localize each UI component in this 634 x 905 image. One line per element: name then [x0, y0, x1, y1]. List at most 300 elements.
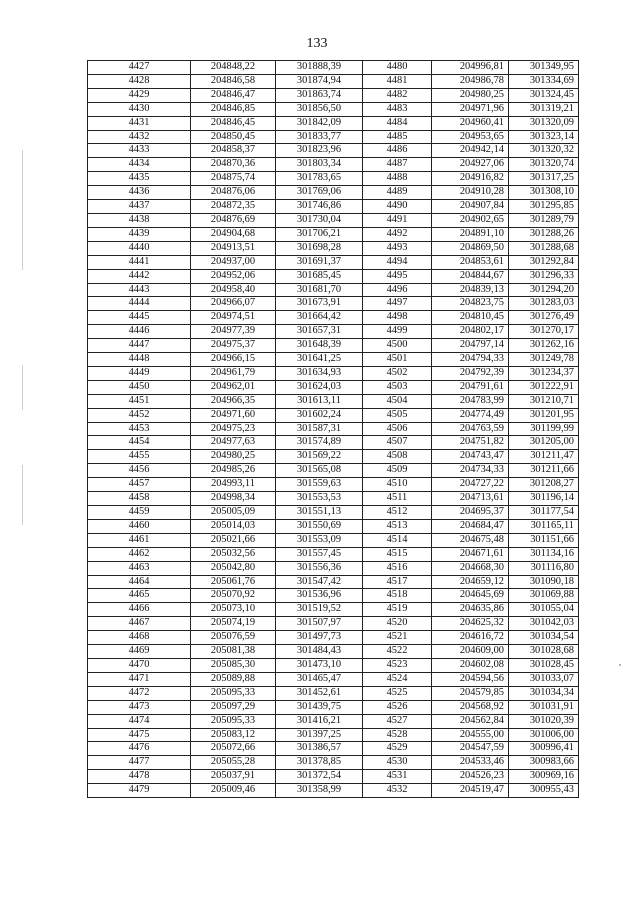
point-number-cell: 4453	[88, 422, 191, 436]
y-coordinate-cell: 301416,21	[276, 714, 363, 728]
point-number-cell: 4478	[88, 770, 191, 784]
point-number-cell: 4467	[88, 617, 191, 631]
point-number-cell: 4488	[363, 172, 432, 186]
x-coordinate-cell: 204953,65	[432, 130, 509, 144]
point-number-cell: 4479	[88, 784, 191, 798]
y-coordinate-cell: 301559,63	[276, 478, 363, 492]
x-coordinate-cell: 204568,92	[432, 700, 509, 714]
y-coordinate-cell: 301386,57	[276, 742, 363, 756]
y-coordinate-cell: 301550,69	[276, 519, 363, 533]
point-number-cell: 4523	[363, 658, 432, 672]
y-coordinate-cell: 301028,68	[509, 645, 579, 659]
point-number-cell: 4458	[88, 492, 191, 506]
point-number-cell: 4441	[88, 255, 191, 269]
y-coordinate-cell: 301205,00	[509, 436, 579, 450]
y-coordinate-cell: 301874,94	[276, 74, 363, 88]
y-coordinate-cell: 301706,21	[276, 227, 363, 241]
table-row	[88, 700, 579, 714]
y-coordinate-cell: 301803,34	[276, 158, 363, 172]
table-row	[88, 241, 579, 255]
point-number-cell: 4446	[88, 325, 191, 339]
x-coordinate-cell: 205097,29	[191, 700, 276, 714]
table-row	[88, 658, 579, 672]
y-coordinate-cell: 301320,74	[509, 158, 579, 172]
point-number-cell: 4427	[88, 61, 191, 75]
table-row	[88, 533, 579, 547]
table-row	[88, 450, 579, 464]
point-number-cell: 4531	[363, 770, 432, 784]
x-coordinate-cell: 204625,32	[432, 617, 509, 631]
x-coordinate-cell: 204797,14	[432, 339, 509, 353]
y-coordinate-cell: 301320,09	[509, 116, 579, 130]
x-coordinate-cell: 204942,14	[432, 144, 509, 158]
point-number-cell: 4475	[88, 728, 191, 742]
point-number-cell: 4451	[88, 394, 191, 408]
y-coordinate-cell: 301308,10	[509, 186, 579, 200]
point-number-cell: 4502	[363, 366, 432, 380]
table-row	[88, 408, 579, 422]
point-number-cell: 4466	[88, 603, 191, 617]
y-coordinate-cell: 301234,37	[509, 366, 579, 380]
y-coordinate-cell: 301634,93	[276, 366, 363, 380]
point-number-cell: 4469	[88, 645, 191, 659]
table-row	[88, 200, 579, 214]
point-number-cell: 4464	[88, 575, 191, 589]
y-coordinate-cell: 301210,71	[509, 394, 579, 408]
table-row	[88, 172, 579, 186]
y-coordinate-cell: 301657,31	[276, 325, 363, 339]
x-coordinate-cell: 204913,51	[191, 241, 276, 255]
point-number-cell: 4428	[88, 74, 191, 88]
y-coordinate-cell: 300955,43	[509, 784, 579, 798]
x-coordinate-cell: 204870,36	[191, 158, 276, 172]
table-row	[88, 478, 579, 492]
point-number-cell: 4468	[88, 631, 191, 645]
point-number-cell: 4443	[88, 283, 191, 297]
y-coordinate-cell: 301028,45	[509, 658, 579, 672]
point-number-cell: 4439	[88, 227, 191, 241]
y-coordinate-cell: 301507,97	[276, 617, 363, 631]
x-coordinate-cell: 204904,68	[191, 227, 276, 241]
point-number-cell: 4522	[363, 645, 432, 659]
point-number-cell: 4460	[88, 519, 191, 533]
y-coordinate-cell: 301199,99	[509, 422, 579, 436]
y-coordinate-cell: 301378,85	[276, 756, 363, 770]
table-row	[88, 339, 579, 353]
table-row	[88, 714, 579, 728]
x-coordinate-cell: 204846,47	[191, 88, 276, 102]
point-number-cell: 4527	[363, 714, 432, 728]
y-coordinate-cell: 301042,03	[509, 617, 579, 631]
point-number-cell: 4459	[88, 506, 191, 520]
y-coordinate-cell: 301358,99	[276, 784, 363, 798]
point-number-cell: 4499	[363, 325, 432, 339]
point-number-cell: 4483	[363, 102, 432, 116]
x-coordinate-cell: 204977,39	[191, 325, 276, 339]
table-row	[88, 506, 579, 520]
x-coordinate-cell: 204916,82	[432, 172, 509, 186]
x-coordinate-cell: 205072,66	[191, 742, 276, 756]
x-coordinate-cell: 204792,39	[432, 366, 509, 380]
point-number-cell: 4434	[88, 158, 191, 172]
y-coordinate-cell: 301691,37	[276, 255, 363, 269]
point-number-cell: 4480	[363, 61, 432, 75]
y-coordinate-cell: 301292,84	[509, 255, 579, 269]
table-row	[88, 436, 579, 450]
point-number-cell: 4510	[363, 478, 432, 492]
y-coordinate-cell: 301574,89	[276, 436, 363, 450]
x-coordinate-cell: 205061,76	[191, 575, 276, 589]
point-number-cell: 4452	[88, 408, 191, 422]
x-coordinate-cell: 204562,84	[432, 714, 509, 728]
table-row	[88, 631, 579, 645]
table-row	[88, 116, 579, 130]
x-coordinate-cell: 204910,28	[432, 186, 509, 200]
point-number-cell: 4517	[363, 575, 432, 589]
y-coordinate-cell: 301208,27	[509, 478, 579, 492]
y-coordinate-cell: 301557,45	[276, 547, 363, 561]
x-coordinate-cell: 204993,11	[191, 478, 276, 492]
point-number-cell: 4524	[363, 672, 432, 686]
x-coordinate-cell: 205014,03	[191, 519, 276, 533]
point-number-cell: 4435	[88, 172, 191, 186]
point-number-cell: 4465	[88, 589, 191, 603]
y-coordinate-cell: 301452,61	[276, 686, 363, 700]
point-number-cell: 4528	[363, 728, 432, 742]
y-coordinate-cell: 301863,74	[276, 88, 363, 102]
x-coordinate-cell: 204977,63	[191, 436, 276, 450]
y-coordinate-cell: 300969,16	[509, 770, 579, 784]
y-coordinate-cell: 301211,66	[509, 464, 579, 478]
x-coordinate-cell: 204844,67	[432, 269, 509, 283]
table-row	[88, 130, 579, 144]
x-coordinate-cell: 204743,47	[432, 450, 509, 464]
x-coordinate-cell: 204555,00	[432, 728, 509, 742]
y-coordinate-cell: 301349,95	[509, 61, 579, 75]
x-coordinate-cell: 204996,81	[432, 61, 509, 75]
x-coordinate-cell: 204848,22	[191, 61, 276, 75]
x-coordinate-cell: 204958,40	[191, 283, 276, 297]
x-coordinate-cell: 204962,01	[191, 380, 276, 394]
y-coordinate-cell: 301587,31	[276, 422, 363, 436]
x-coordinate-cell: 204966,15	[191, 353, 276, 367]
y-coordinate-cell: 301698,28	[276, 241, 363, 255]
point-number-cell: 4454	[88, 436, 191, 450]
x-coordinate-cell: 204971,60	[191, 408, 276, 422]
x-coordinate-cell: 204961,79	[191, 366, 276, 380]
point-number-cell: 4508	[363, 450, 432, 464]
x-coordinate-cell: 204684,47	[432, 519, 509, 533]
x-coordinate-cell: 204858,37	[191, 144, 276, 158]
x-coordinate-cell: 204579,85	[432, 686, 509, 700]
table-row	[88, 603, 579, 617]
x-coordinate-cell: 204751,82	[432, 436, 509, 450]
point-number-cell: 4498	[363, 311, 432, 325]
x-coordinate-cell: 204937,00	[191, 255, 276, 269]
x-coordinate-cell: 205005,09	[191, 506, 276, 520]
x-coordinate-cell: 205021,66	[191, 533, 276, 547]
y-coordinate-cell: 301648,39	[276, 339, 363, 353]
scan-edge-mark	[22, 365, 23, 410]
table-row	[88, 422, 579, 436]
table-row	[88, 366, 579, 380]
x-coordinate-cell: 204713,61	[432, 492, 509, 506]
x-coordinate-cell: 204980,25	[191, 450, 276, 464]
y-coordinate-cell: 301134,16	[509, 547, 579, 561]
y-coordinate-cell: 301565,08	[276, 464, 363, 478]
table-row	[88, 213, 579, 227]
table-row	[88, 269, 579, 283]
table-row	[88, 561, 579, 575]
point-number-cell: 4436	[88, 186, 191, 200]
y-coordinate-cell: 301196,14	[509, 492, 579, 506]
point-number-cell: 4461	[88, 533, 191, 547]
y-coordinate-cell: 301439,75	[276, 700, 363, 714]
y-coordinate-cell: 301288,68	[509, 241, 579, 255]
coordinates-table	[87, 60, 579, 798]
x-coordinate-cell: 205089,88	[191, 672, 276, 686]
table-row	[88, 61, 579, 75]
point-number-cell: 4515	[363, 547, 432, 561]
x-coordinate-cell: 204876,06	[191, 186, 276, 200]
y-coordinate-cell: 301289,79	[509, 213, 579, 227]
x-coordinate-cell: 204668,30	[432, 561, 509, 575]
table-row	[88, 575, 579, 589]
y-coordinate-cell: 301295,85	[509, 200, 579, 214]
y-coordinate-cell: 301324,45	[509, 88, 579, 102]
y-coordinate-cell: 301006,00	[509, 728, 579, 742]
point-number-cell: 4477	[88, 756, 191, 770]
point-number-cell: 4485	[363, 130, 432, 144]
y-coordinate-cell: 301769,06	[276, 186, 363, 200]
y-coordinate-cell: 301553,53	[276, 492, 363, 506]
y-coordinate-cell: 301556,36	[276, 561, 363, 575]
y-coordinate-cell: 301319,21	[509, 102, 579, 116]
point-number-cell: 4494	[363, 255, 432, 269]
y-coordinate-cell: 301069,88	[509, 589, 579, 603]
x-coordinate-cell: 204783,99	[432, 394, 509, 408]
point-number-cell: 4476	[88, 742, 191, 756]
point-number-cell: 4500	[363, 339, 432, 353]
point-number-cell: 4511	[363, 492, 432, 506]
table-row	[88, 756, 579, 770]
y-coordinate-cell: 301320,32	[509, 144, 579, 158]
x-coordinate-cell: 204872,35	[191, 200, 276, 214]
y-coordinate-cell: 301547,42	[276, 575, 363, 589]
point-number-cell: 4520	[363, 617, 432, 631]
point-number-cell: 4516	[363, 561, 432, 575]
y-coordinate-cell: 301664,42	[276, 311, 363, 325]
table-row	[88, 394, 579, 408]
point-number-cell: 4530	[363, 756, 432, 770]
point-number-cell: 4496	[363, 283, 432, 297]
point-number-cell: 4532	[363, 784, 432, 798]
y-coordinate-cell: 301553,09	[276, 533, 363, 547]
point-number-cell: 4507	[363, 436, 432, 450]
point-number-cell: 4506	[363, 422, 432, 436]
x-coordinate-cell: 204609,00	[432, 645, 509, 659]
point-number-cell: 4471	[88, 672, 191, 686]
x-coordinate-cell: 204671,61	[432, 547, 509, 561]
y-coordinate-cell: 301536,96	[276, 589, 363, 603]
point-number-cell: 4431	[88, 116, 191, 130]
point-number-cell: 4514	[363, 533, 432, 547]
point-number-cell: 4438	[88, 213, 191, 227]
y-coordinate-cell: 301473,10	[276, 658, 363, 672]
point-number-cell: 4484	[363, 116, 432, 130]
x-coordinate-cell: 204960,41	[432, 116, 509, 130]
point-number-cell: 4491	[363, 213, 432, 227]
y-coordinate-cell: 301165,11	[509, 519, 579, 533]
x-coordinate-cell: 205037,91	[191, 770, 276, 784]
table-row	[88, 227, 579, 241]
y-coordinate-cell: 301116,80	[509, 561, 579, 575]
coordinates-table-body	[88, 61, 579, 798]
point-number-cell: 4512	[363, 506, 432, 520]
y-coordinate-cell: 301055,04	[509, 603, 579, 617]
table-row	[88, 519, 579, 533]
x-coordinate-cell: 204794,33	[432, 353, 509, 367]
x-coordinate-cell: 205095,33	[191, 686, 276, 700]
table-row	[88, 283, 579, 297]
table-row	[88, 464, 579, 478]
x-coordinate-cell: 204774,49	[432, 408, 509, 422]
x-coordinate-cell: 204850,45	[191, 130, 276, 144]
y-coordinate-cell: 301177,54	[509, 506, 579, 520]
point-number-cell: 4519	[363, 603, 432, 617]
table-row	[88, 255, 579, 269]
x-coordinate-cell: 204846,58	[191, 74, 276, 88]
y-coordinate-cell: 301334,69	[509, 74, 579, 88]
x-coordinate-cell: 205085,30	[191, 658, 276, 672]
x-coordinate-cell: 204533,46	[432, 756, 509, 770]
y-coordinate-cell: 301222,91	[509, 380, 579, 394]
point-number-cell: 4456	[88, 464, 191, 478]
table-row	[88, 353, 579, 367]
point-number-cell: 4521	[363, 631, 432, 645]
point-number-cell: 4501	[363, 353, 432, 367]
table-row	[88, 784, 579, 798]
y-coordinate-cell: 301823,96	[276, 144, 363, 158]
table-row	[88, 645, 579, 659]
table-row	[88, 672, 579, 686]
x-coordinate-cell: 204526,23	[432, 770, 509, 784]
x-coordinate-cell: 204975,23	[191, 422, 276, 436]
point-number-cell: 4473	[88, 700, 191, 714]
point-number-cell: 4450	[88, 380, 191, 394]
y-coordinate-cell: 301624,03	[276, 380, 363, 394]
x-coordinate-cell: 205032,56	[191, 547, 276, 561]
y-coordinate-cell: 301641,25	[276, 353, 363, 367]
y-coordinate-cell: 301673,91	[276, 297, 363, 311]
y-coordinate-cell: 301211,47	[509, 450, 579, 464]
page-number: 133	[306, 36, 328, 51]
x-coordinate-cell: 204927,06	[432, 158, 509, 172]
point-number-cell: 4495	[363, 269, 432, 283]
x-coordinate-cell: 204952,06	[191, 269, 276, 283]
y-coordinate-cell: 301270,17	[509, 325, 579, 339]
x-coordinate-cell: 204594,56	[432, 672, 509, 686]
x-coordinate-cell: 204734,33	[432, 464, 509, 478]
x-coordinate-cell: 205095,33	[191, 714, 276, 728]
y-coordinate-cell: 301034,54	[509, 631, 579, 645]
point-number-cell: 4430	[88, 102, 191, 116]
point-number-cell: 4481	[363, 74, 432, 88]
y-coordinate-cell: 301031,91	[509, 700, 579, 714]
y-coordinate-cell: 301262,16	[509, 339, 579, 353]
point-number-cell: 4472	[88, 686, 191, 700]
x-coordinate-cell: 204966,35	[191, 394, 276, 408]
x-coordinate-cell: 204891,10	[432, 227, 509, 241]
point-number-cell: 4462	[88, 547, 191, 561]
x-coordinate-cell: 204645,69	[432, 589, 509, 603]
y-coordinate-cell: 301551,13	[276, 506, 363, 520]
y-coordinate-cell: 301317,25	[509, 172, 579, 186]
point-number-cell: 4432	[88, 130, 191, 144]
x-coordinate-cell: 204810,45	[432, 311, 509, 325]
point-number-cell: 4457	[88, 478, 191, 492]
table-row	[88, 380, 579, 394]
x-coordinate-cell: 204985,26	[191, 464, 276, 478]
table-row	[88, 589, 579, 603]
x-coordinate-cell: 204675,48	[432, 533, 509, 547]
x-coordinate-cell: 205074,19	[191, 617, 276, 631]
point-number-cell: 4487	[363, 158, 432, 172]
y-coordinate-cell: 301685,45	[276, 269, 363, 283]
y-coordinate-cell: 301856,50	[276, 102, 363, 116]
x-coordinate-cell: 204971,96	[432, 102, 509, 116]
point-number-cell: 4437	[88, 200, 191, 214]
x-coordinate-cell: 204869,50	[432, 241, 509, 255]
x-coordinate-cell: 205081,38	[191, 645, 276, 659]
x-coordinate-cell: 204802,17	[432, 325, 509, 339]
y-coordinate-cell: 301497,73	[276, 631, 363, 645]
x-coordinate-cell: 204791,61	[432, 380, 509, 394]
point-number-cell: 4444	[88, 297, 191, 311]
point-number-cell: 4442	[88, 269, 191, 283]
x-coordinate-cell: 204980,25	[432, 88, 509, 102]
y-coordinate-cell: 301276,49	[509, 311, 579, 325]
y-coordinate-cell: 301746,86	[276, 200, 363, 214]
scan-edge-mark	[22, 150, 23, 270]
y-coordinate-cell: 301681,70	[276, 283, 363, 297]
y-coordinate-cell: 301783,65	[276, 172, 363, 186]
y-coordinate-cell: 301294,20	[509, 283, 579, 297]
x-coordinate-cell: 204876,69	[191, 213, 276, 227]
point-number-cell: 4492	[363, 227, 432, 241]
y-coordinate-cell: 301034,34	[509, 686, 579, 700]
table-row	[88, 186, 579, 200]
table-row	[88, 74, 579, 88]
point-number-cell: 4503	[363, 380, 432, 394]
x-coordinate-cell: 204974,51	[191, 311, 276, 325]
table-row	[88, 617, 579, 631]
y-coordinate-cell: 301249,78	[509, 353, 579, 367]
x-coordinate-cell: 204823,75	[432, 297, 509, 311]
point-number-cell: 4482	[363, 88, 432, 102]
y-coordinate-cell: 301888,39	[276, 61, 363, 75]
y-coordinate-cell: 301372,54	[276, 770, 363, 784]
table-row	[88, 686, 579, 700]
scan-dust-dot	[619, 664, 621, 666]
table-row	[88, 158, 579, 172]
table-row	[88, 742, 579, 756]
table-row	[88, 311, 579, 325]
point-number-cell: 4490	[363, 200, 432, 214]
table-row	[88, 144, 579, 158]
point-number-cell: 4429	[88, 88, 191, 102]
y-coordinate-cell: 301484,43	[276, 645, 363, 659]
